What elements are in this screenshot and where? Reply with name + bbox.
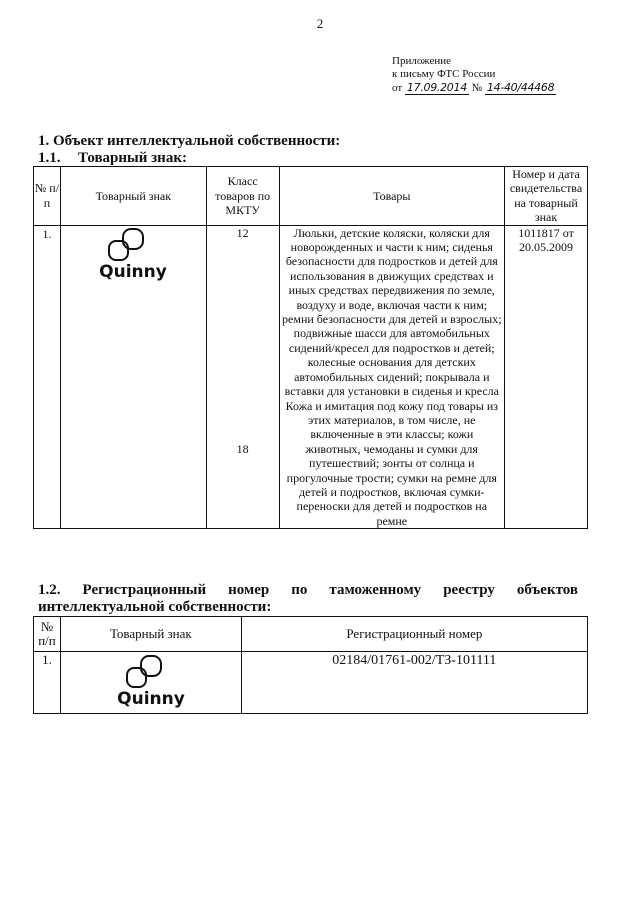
logo-text: Quinny — [99, 261, 168, 282]
annex-letter: к письму ФТС России — [392, 68, 496, 80]
annex-date-line — [392, 81, 556, 95]
header-mark: Товарный знак — [60, 167, 206, 226]
row-goods-cell — [279, 225, 504, 529]
quinny-logo — [85, 226, 181, 284]
page-number: 2 — [316, 16, 324, 31]
table-header-row — [34, 167, 588, 226]
trademark-table — [33, 166, 588, 529]
annex-date: 17.09.2014 — [406, 81, 467, 94]
header-num: № п/п — [34, 167, 61, 226]
header-reg: Регистрационный номер — [241, 617, 587, 652]
table-row — [34, 225, 588, 529]
section12-title-line2: интеллектуальной собственности: — [38, 599, 272, 615]
section1-title: 1. Объект интеллектуальной собственности: — [38, 133, 341, 149]
goods-class-18: Кожа и имитация под кожу под товары из этих материалов, в том числе, не включенные в эти классы; кожи животных, чемоданы и сумки для путешествий; зонты от солнца и прогулочные трости; сумки на ремне для детей и подростков, включая сумки-переноски для детей и подростков на ремне — [285, 398, 498, 528]
quinny-logo — [103, 652, 199, 710]
annex-from-label: от — [392, 82, 403, 94]
annex-block — [392, 55, 556, 95]
row-num: 1. — [34, 652, 61, 714]
registry-table — [33, 616, 588, 714]
row-logo-cell — [60, 652, 241, 714]
annex-title: Приложение — [392, 55, 452, 67]
section12-title-line1: 1.2. Регистрационный номер по таможенному реестру объектов — [38, 582, 578, 598]
goods-class-12: Люльки, детские коляски, коляски для новорожденных и части к ним; сиденья безопасности для подростков и детей для использования в движущих средствах и иных средствах передвижения по земле, воздуху и воде, включая части к ним; ремни безопасности для детей и взрослых; подвижные шасси для автомобильных сидений/кресел для подростков и детей; колесные основания для детских автомобильных сидений; покрывала и вставки для установки в сиденья и кресла — [282, 225, 502, 399]
row-cert: 1011817 от 20.05.2009 — [505, 225, 588, 529]
class-18: 18 — [236, 441, 249, 456]
section11-title — [38, 150, 187, 167]
annex-number: 14-40/44468 — [486, 81, 555, 94]
annex-number-sign: № — [471, 82, 483, 94]
section11-label: Товарный знак: — [78, 150, 187, 166]
class-12: 12 — [236, 225, 249, 240]
table-row — [34, 652, 588, 714]
table-header-row — [34, 617, 588, 652]
row-num: 1. — [34, 225, 61, 529]
logo-text: Quinny — [116, 689, 185, 709]
section11-number: 1.1. — [38, 150, 61, 166]
row-class-cell — [206, 225, 279, 529]
header-mark: Товарный знак — [60, 617, 241, 652]
row-logo-cell — [60, 225, 206, 529]
header-num: № п/п — [34, 617, 61, 652]
header-class: Класс товаров по МКТУ — [206, 167, 279, 226]
header-goods: Товары — [279, 167, 504, 226]
row-reg: 02184/01761-002/ТЗ-101111 — [241, 652, 587, 714]
header-cert: Номер и дата свидетельства на товарный знак — [505, 167, 588, 226]
